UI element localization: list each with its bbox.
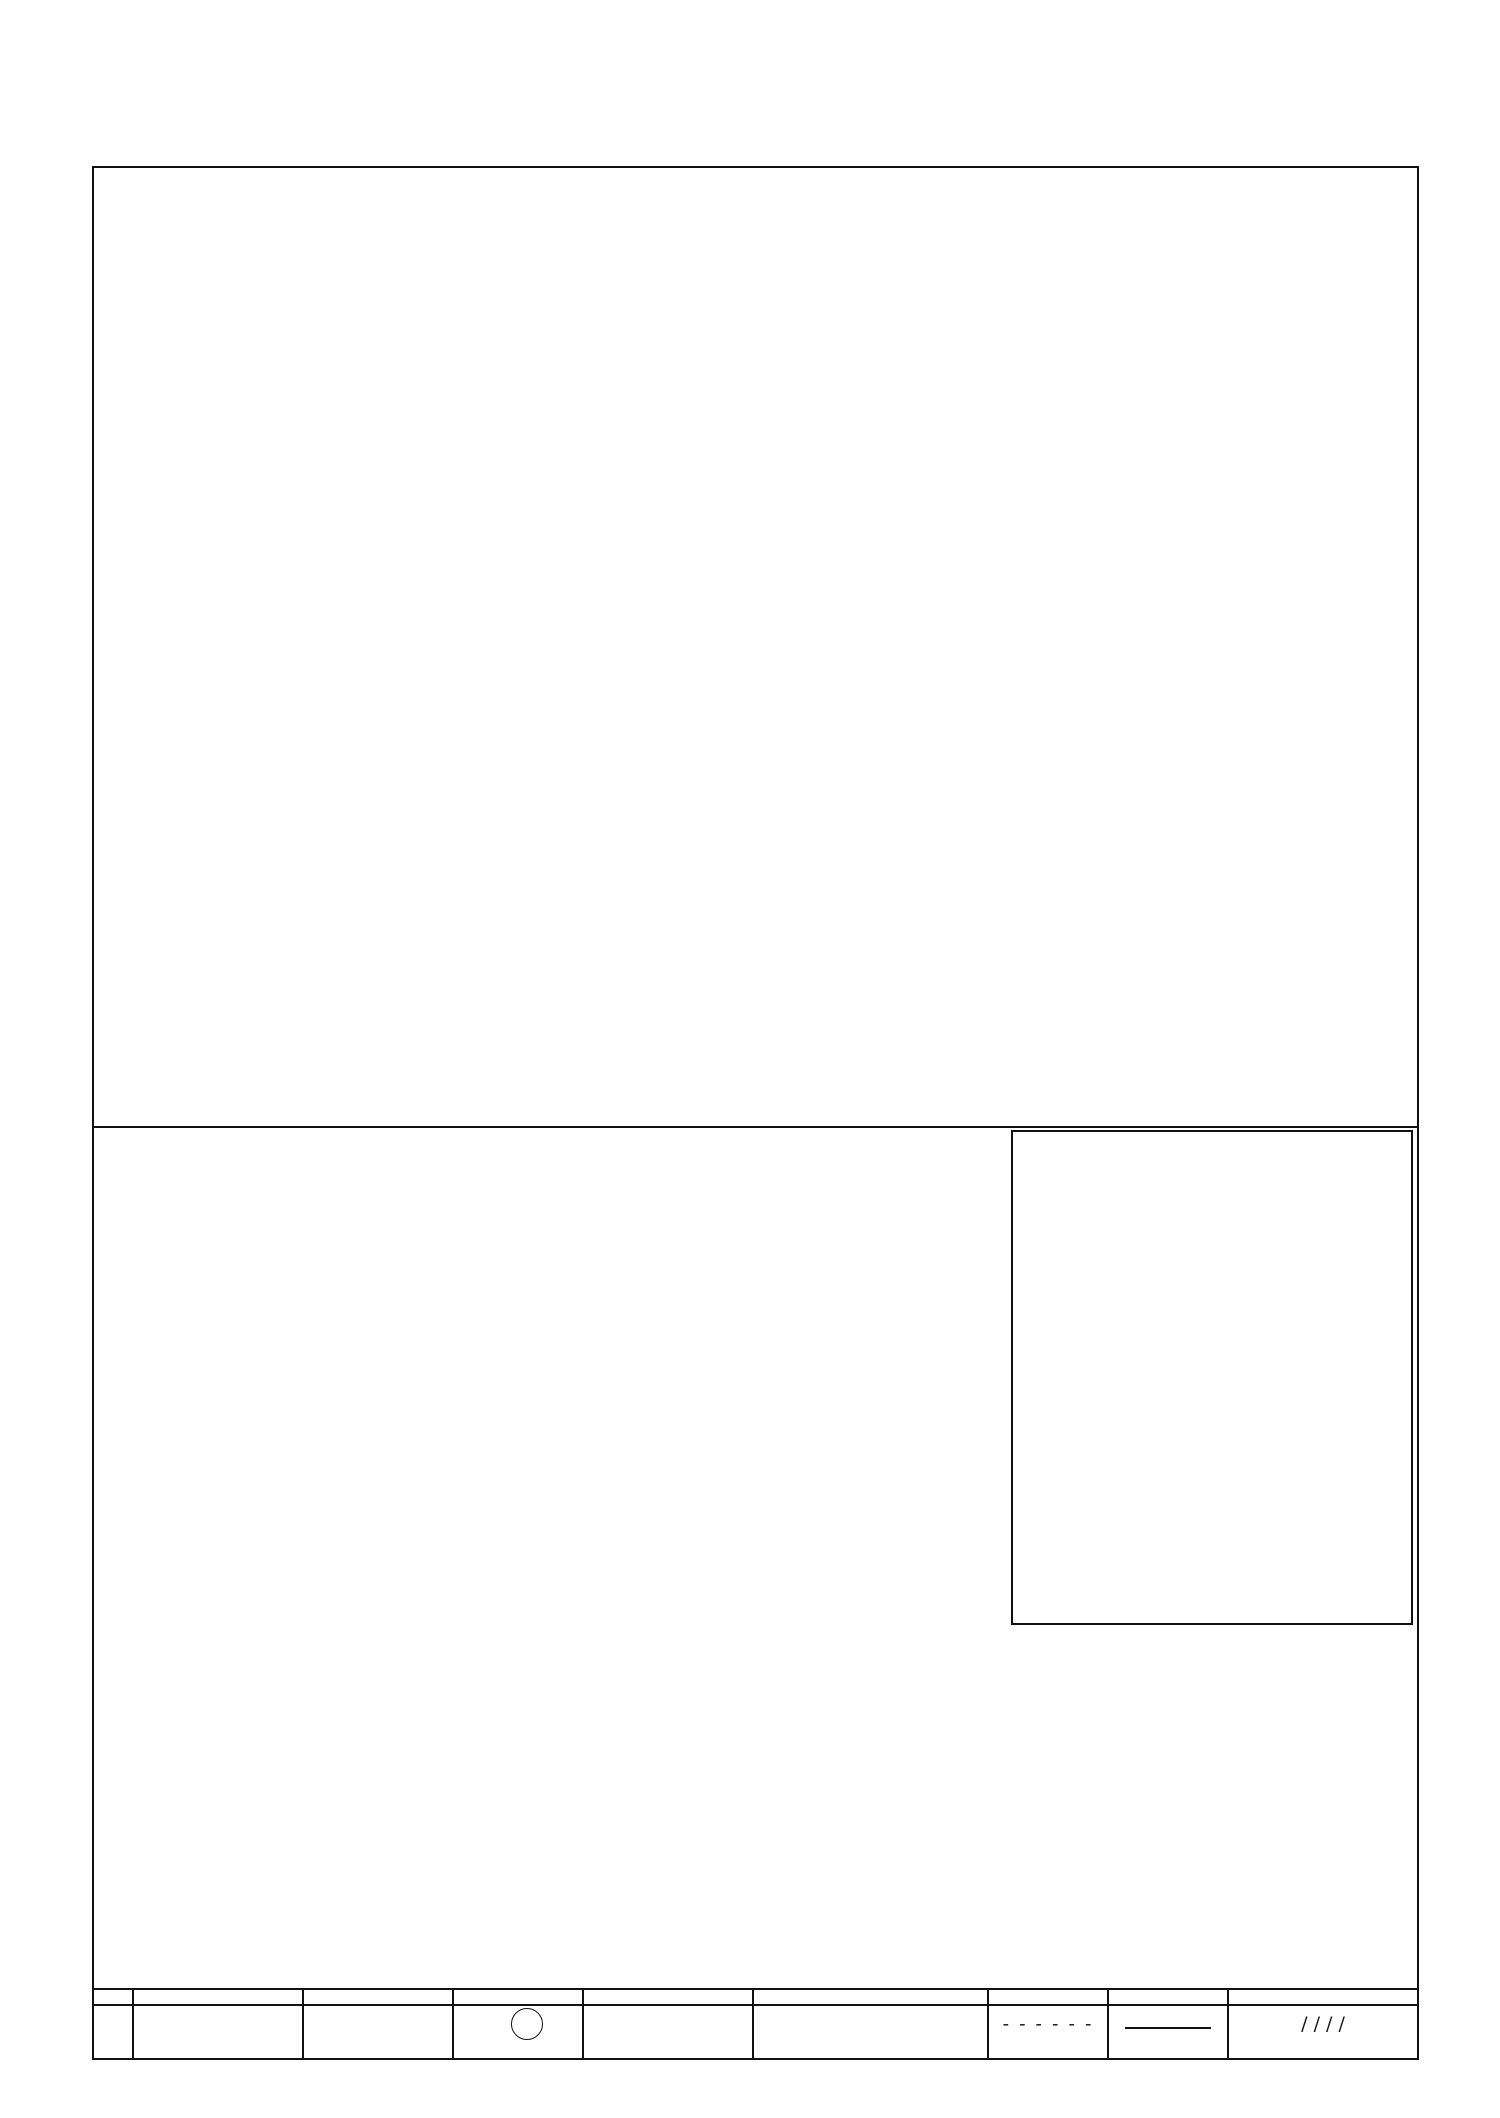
legend-past-track [1109, 1990, 1229, 2058]
inset-potential-track-map [1013, 1198, 1411, 1623]
legend-forecast-track: - - - - - - [989, 1990, 1109, 2058]
legend-tropical-depression [304, 1990, 454, 2058]
legend-light-typhoon [454, 1990, 584, 2058]
legend-moderate-strong-typhoon [584, 1990, 754, 2058]
light-typhoon-icon [511, 2008, 543, 2040]
legend-current-center [134, 1990, 304, 2058]
legend-forecast-center [754, 1990, 989, 2058]
report-header [100, 132, 1420, 166]
inset-box [1011, 1130, 1413, 1625]
legend-warning-area: / / / / [1301, 2013, 1345, 2035]
legend-title [94, 1990, 134, 2058]
warning-box [92, 166, 1419, 2006]
map-legend [92, 1988, 1419, 2060]
